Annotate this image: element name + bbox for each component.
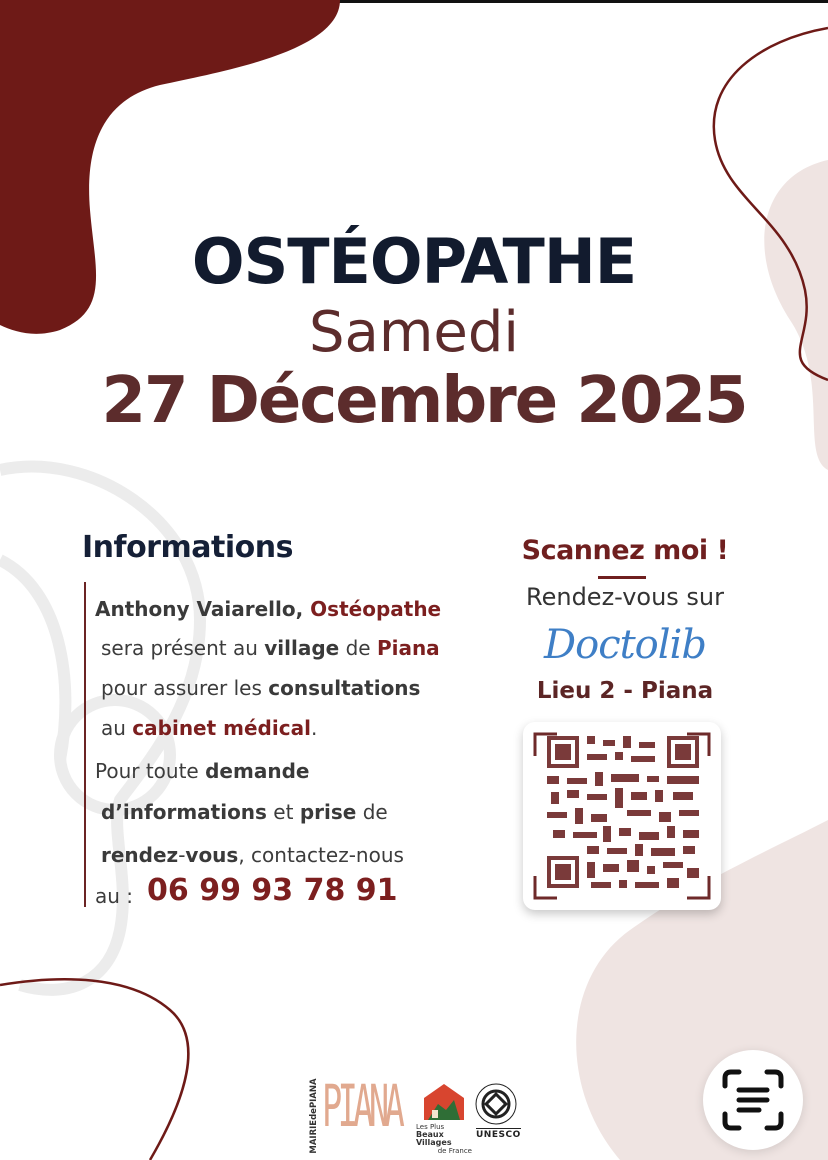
info-line-1: Anthony Vaiarello, Ostéopathe: [95, 597, 442, 621]
scan-divider: [598, 576, 646, 579]
info-line-2: sera présent au village de Piana: [101, 636, 440, 660]
location-text: Lieu 2 - Piana: [536, 678, 714, 704]
info-line-6: d’informations et prise de: [101, 800, 388, 824]
piana-logo: PIANA: [322, 1072, 401, 1140]
practitioner-name: Anthony Vaiarello: [95, 597, 296, 621]
scan-heading: Scannez moi !: [521, 535, 729, 566]
profession: Ostéopathe: [310, 597, 442, 621]
info-heading: Informations: [82, 530, 293, 565]
qr-card[interactable]: [523, 722, 721, 910]
info-line-7: rendez-vous, contactez-nous: [101, 843, 404, 867]
info-line-4: au cabinet médical.: [101, 716, 318, 740]
info-line-5: Pour toute demande: [95, 759, 310, 783]
beaux-villages-text: Les Plus Beaux Villages de France: [416, 1123, 472, 1155]
mairie-label: MAIRIEdePIANA: [309, 1078, 319, 1154]
unesco-label: UNESCO: [476, 1130, 521, 1140]
poster-day: Samedi: [309, 300, 519, 365]
poster-title: OSTÉOPATHE: [191, 225, 637, 298]
info-line-3: pour assurer les consultations: [101, 676, 421, 700]
poster-date: 27 Décembre 2025: [101, 364, 747, 438]
rdv-text: Rendez-vous sur: [526, 583, 724, 611]
scan-lens-icon: [703, 1050, 803, 1150]
lens-button[interactable]: [703, 1050, 803, 1150]
doctolib-logo: Doctolib: [544, 622, 706, 668]
phone-number[interactable]: 06 99 93 78 91: [147, 873, 398, 908]
qr-code-icon: [523, 722, 721, 910]
mairie-label-wrap: [308, 1078, 320, 1156]
unesco-heritage-icon: [474, 1082, 518, 1126]
info-divider: [84, 582, 86, 907]
info-line-8: au :: [95, 884, 134, 908]
beaux-villages-icon: [420, 1080, 468, 1124]
